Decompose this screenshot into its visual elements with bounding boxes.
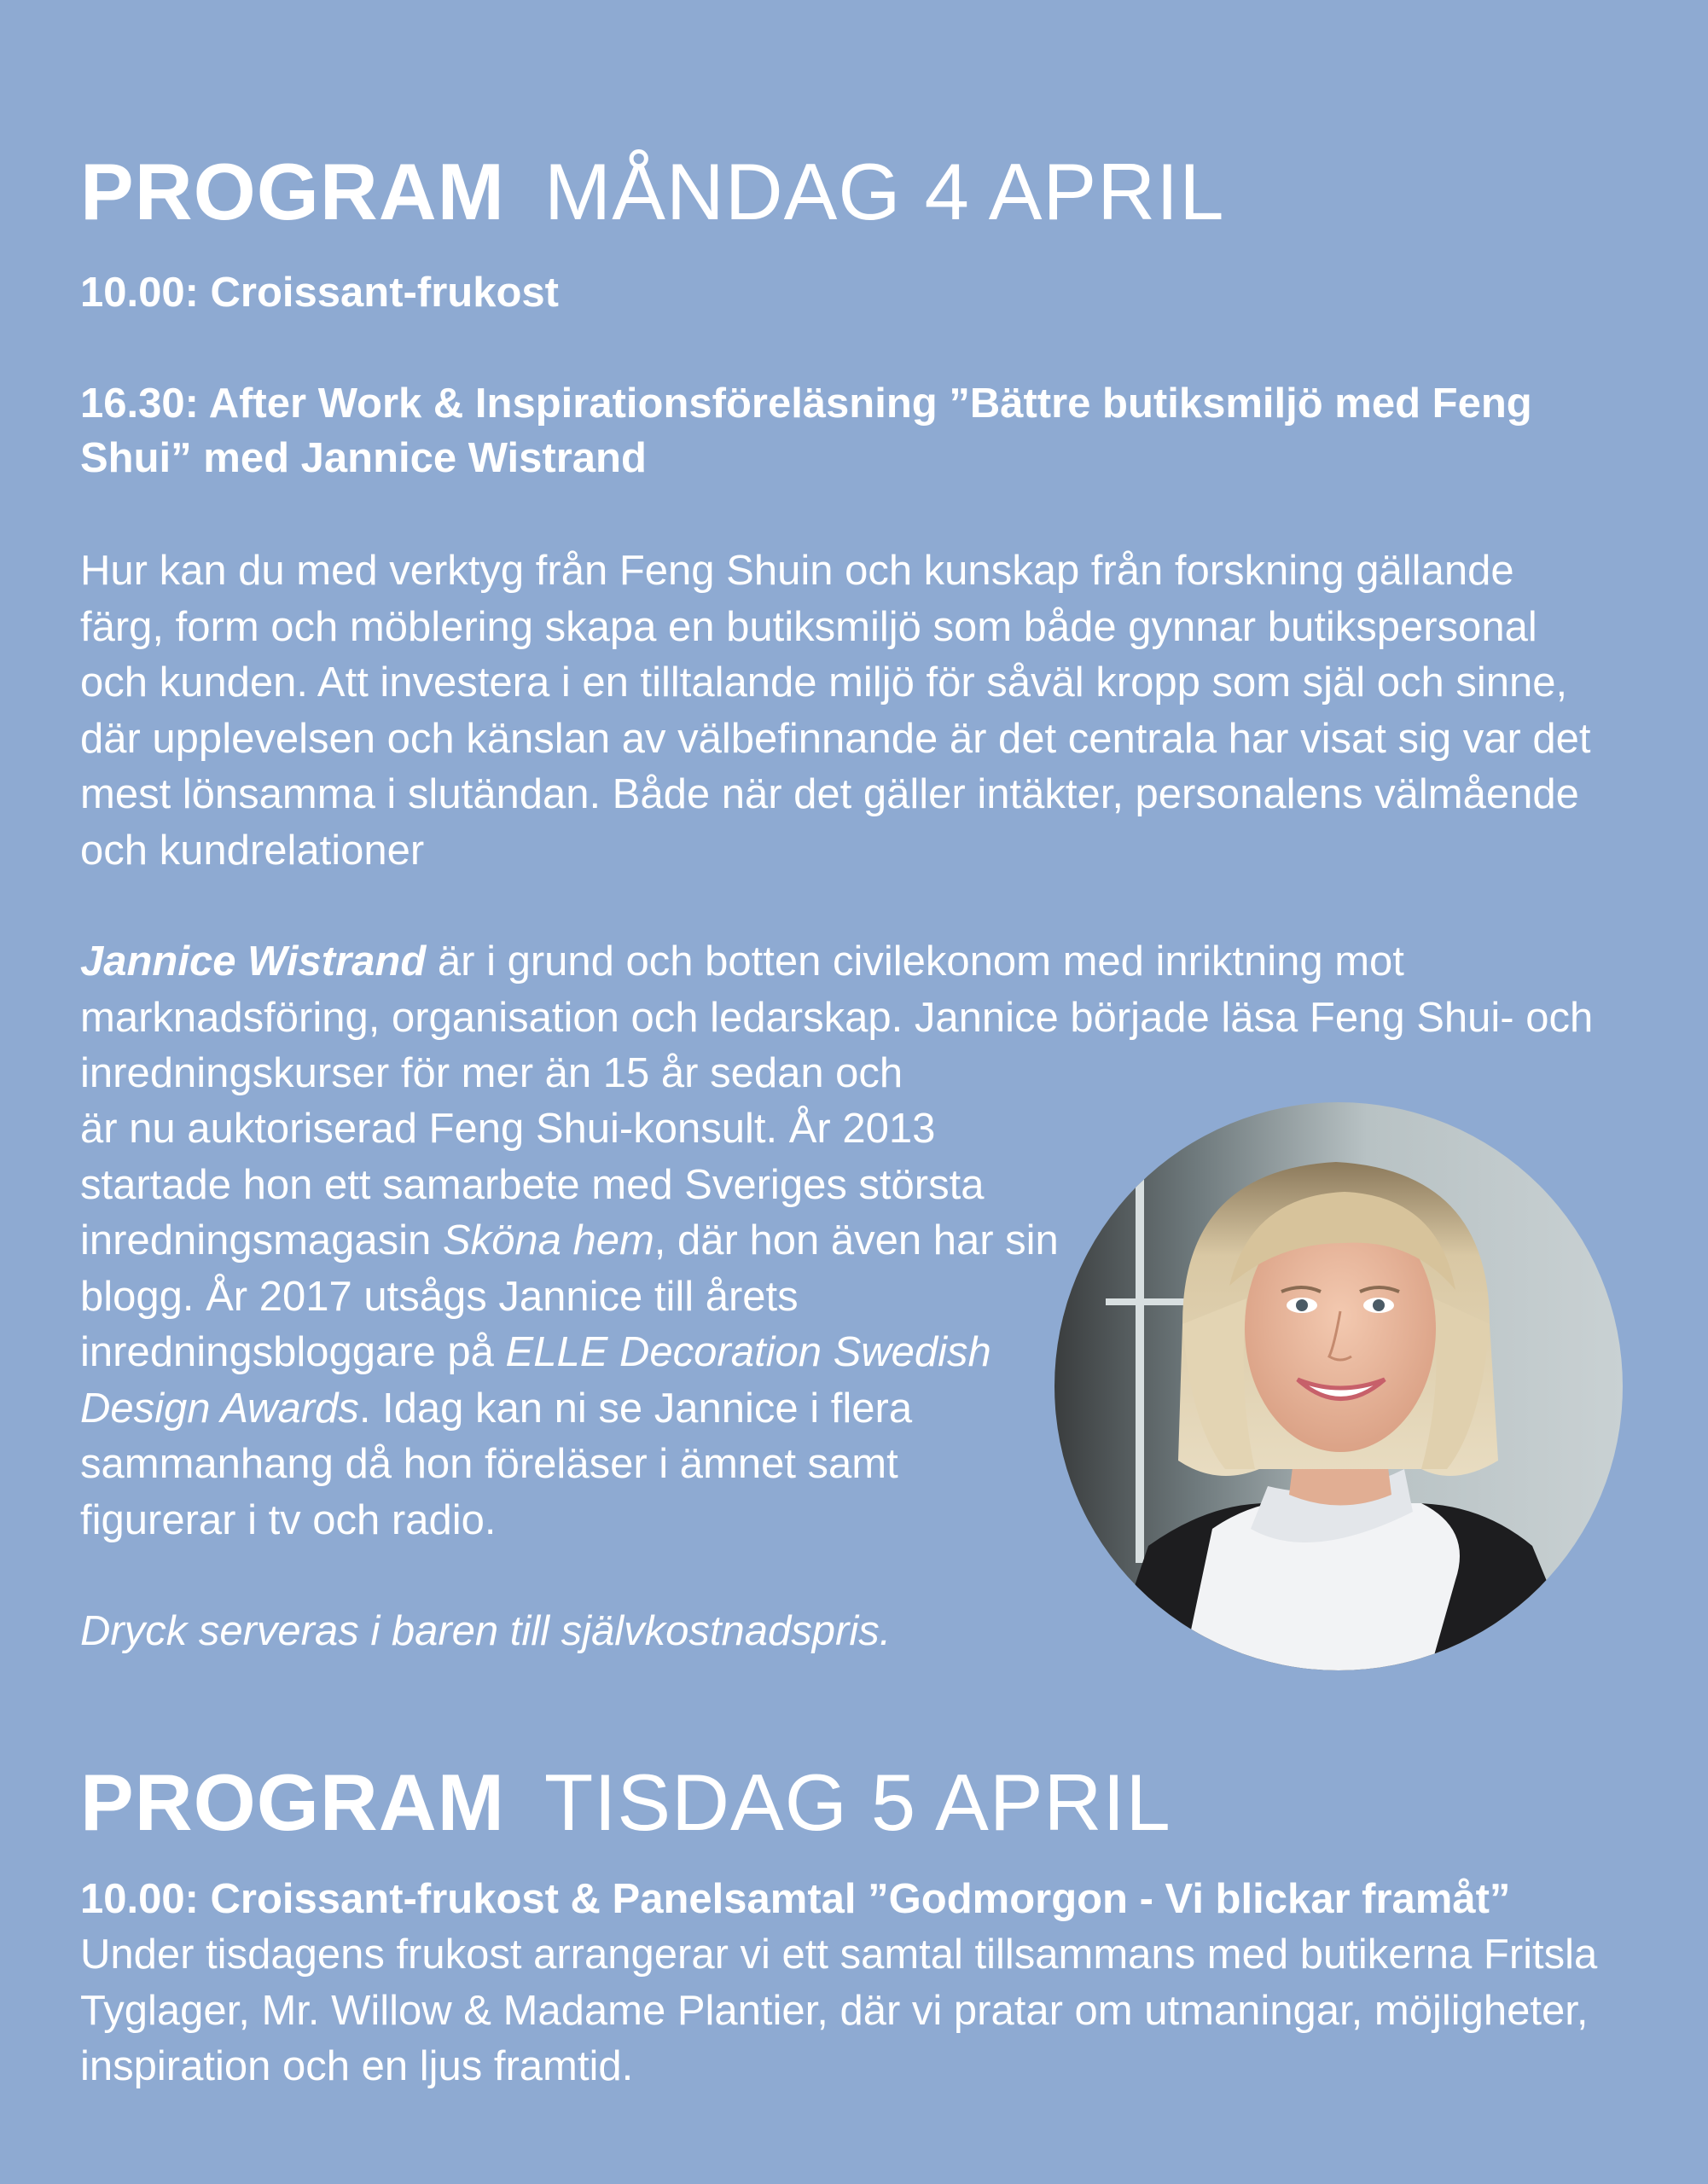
monday-event-afterwork: 16.30: After Work & Inspirationsföreläsning ”Bättre butiksmiljö med Feng Shui” med Jannice Wistrand <box>80 380 1532 481</box>
tuesday-description: Under tisdagens frukost arrangerar vi ett samtal tillsammans med butikerna Fritsla Tyglager, Mr. Willow & Madame Plantier, där vi pratar om utmaningar, möjligheter, inspiration och en ljus framtid. <box>80 1931 1598 2089</box>
speaker-bio-part-1: är i grund och botten civilekonom med inriktning mot marknadsföring, organisation och ledarskap. Jannice började läsa Feng Shui- och inredningskurser för mer än 15 år sedan och <box>80 938 1594 1096</box>
magazine-name: Sköna hem <box>442 1217 654 1263</box>
tuesday-date-label: TISDAG 5 APRIL <box>543 1757 1171 1847</box>
monday-program-label: PROGRAM <box>80 147 505 236</box>
award-name: ELLE Decoration Swedish Design Awards <box>80 1329 991 1432</box>
drink-note: Dryck serveras i baren till självkostnadspris. <box>80 1608 892 1654</box>
speaker-bio-continued <box>80 1101 1061 1548</box>
monday-heading <box>80 147 1225 236</box>
monday-event-breakfast: 10.00: Croissant-frukost <box>80 270 559 316</box>
speaker-bio-intro <box>80 934 1607 1102</box>
speaker-bio-part-3: , där hon även har sin blogg. År 2017 utsågs Jannice till årets inredningsbloggare på <box>80 1217 1059 1375</box>
tuesday-program-label: PROGRAM <box>80 1757 505 1847</box>
speaker-bio-part-4: . Idag kan ni se Jannice i flera sammanhang då hon föreläser i ämnet samt figurerar i tv och radio. <box>80 1385 913 1543</box>
speaker-portrait <box>1054 1102 1623 1670</box>
speaker-name: Jannice Wistrand <box>80 938 427 985</box>
speaker-bio-part-2: är nu auktoriserad Feng Shui-konsult. År 2013 startade hon ett samarbete med Sveriges största inredningsmagasin <box>80 1106 985 1263</box>
portrait-photo-icon <box>1054 1102 1623 1670</box>
monday-date-label: MÅNDAG 4 APRIL <box>543 147 1225 236</box>
tuesday-heading <box>80 1757 1171 1847</box>
monday-description: Hur kan du med verktyg från Feng Shuin och kunskap från forskning gällande färg, form och möblering skapa en butiksmiljö som både gynnar butikspersonal och kunden. Att investera i en tilltalande miljö för såväl kropp som själ och sinne, där upplevelsen och känslan av välbefinnande är det centrala har visat sig var det mest lönsamma i slutändan. Både när det gäller intäkter, personalens välmående och kundrelationer <box>80 548 1591 874</box>
tuesday-event-breakfast-panel: 10.00: Croissant-frukost & Panelsamtal ”Godmorgon - Vi blickar framåt” <box>80 1876 1511 1922</box>
